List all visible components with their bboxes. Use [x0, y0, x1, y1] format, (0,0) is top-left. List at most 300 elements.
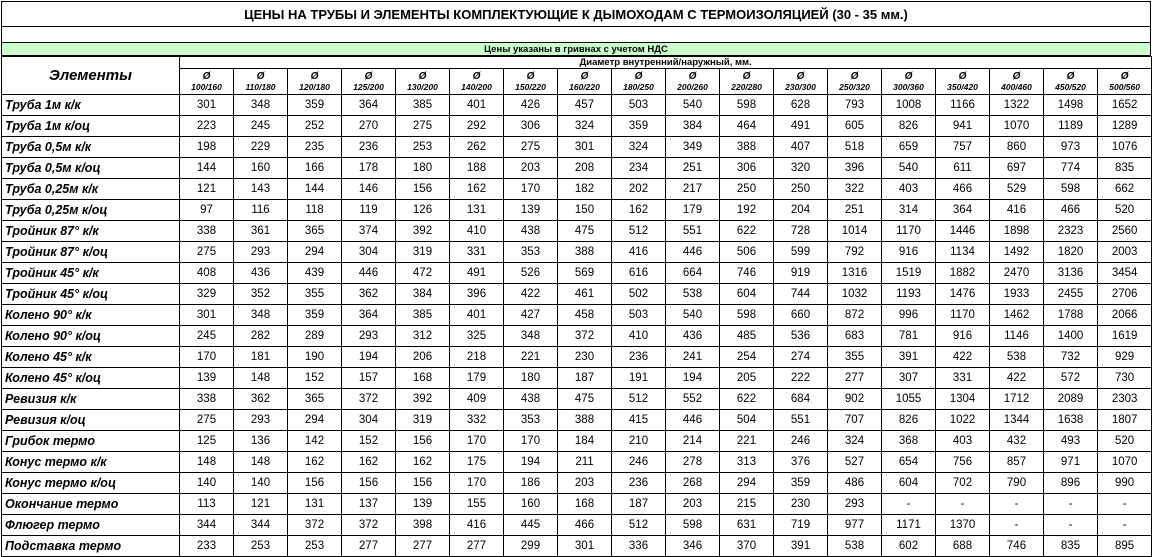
price-cell: 299 — [504, 536, 558, 557]
diameter-symbol: Ø — [904, 70, 913, 82]
price-cell: 1476 — [936, 284, 990, 305]
price-cell: 1008 — [882, 95, 936, 116]
price-cell: 170 — [504, 431, 558, 452]
diameter-symbol: Ø — [958, 70, 967, 82]
price-cell: 599 — [774, 242, 828, 263]
price-cell: 2066 — [1098, 305, 1152, 326]
price-cell: 719 — [774, 515, 828, 536]
diameter-value: 140/200 — [461, 81, 492, 92]
price-cell: 275 — [504, 137, 558, 158]
price-cell: 388 — [720, 137, 774, 158]
price-cell: 401 — [450, 95, 504, 116]
price-cell: 131 — [288, 494, 342, 515]
price-cell: 301 — [180, 305, 234, 326]
price-cell: 166 — [288, 158, 342, 179]
diameter-symbol: Ø — [1066, 70, 1075, 82]
price-cell: 312 — [396, 326, 450, 347]
price-cell: 929 — [1098, 347, 1152, 368]
elements-header: Элементы — [2, 57, 180, 95]
price-cell: 282 — [234, 326, 288, 347]
row-label: Ревизия к/оц — [2, 410, 180, 431]
diameter-value: 110/180 — [245, 81, 276, 92]
price-cell: 504 — [720, 410, 774, 431]
price-cell: 179 — [450, 368, 504, 389]
price-cell: 235 — [288, 137, 342, 158]
price-cell: 1498 — [1044, 95, 1098, 116]
sheet-title: ЦЕНЫ НА ТРУБЫ И ЭЛЕМЕНТЫ КОМПЛЕКТУЮЩИЕ К ДЫМОХОДАМ С ТЕРМОИЗОЛЯЦИЕЙ (30 - 35 мм.) — [1, 1, 1151, 27]
price-cell: 254 — [720, 347, 774, 368]
price-cell: 391 — [774, 536, 828, 557]
price-cell: 707 — [828, 410, 882, 431]
price-cell: 372 — [342, 389, 396, 410]
price-cell: 344 — [234, 515, 288, 536]
price-cell: 605 — [828, 116, 882, 137]
price-cell: 540 — [666, 305, 720, 326]
diameter-value: 500/560 — [1109, 81, 1140, 92]
price-cell: 996 — [882, 305, 936, 326]
price-cell: 616 — [612, 263, 666, 284]
price-cell: 1193 — [882, 284, 936, 305]
diameter-symbol: Ø — [472, 70, 481, 82]
price-cell: 170 — [504, 179, 558, 200]
price-cell: 137 — [342, 494, 396, 515]
price-cell: 416 — [450, 515, 504, 536]
price-cell: 332 — [450, 410, 504, 431]
price-cell: 518 — [828, 137, 882, 158]
price-cell: 180 — [396, 158, 450, 179]
diameter-value: 120/180 — [299, 81, 330, 92]
price-cell: 142 — [288, 431, 342, 452]
price-cell: 139 — [180, 368, 234, 389]
price-cell: 826 — [882, 116, 936, 137]
price-cell: 520 — [1098, 431, 1152, 452]
diameter-symbol: Ø — [580, 70, 589, 82]
price-cell: 374 — [342, 221, 396, 242]
price-cell: 277 — [396, 536, 450, 557]
price-cell: 622 — [720, 389, 774, 410]
price-cell: 180 — [504, 368, 558, 389]
price-cell: 1882 — [936, 263, 990, 284]
price-cell: 503 — [612, 95, 666, 116]
table-row — [2, 536, 1152, 557]
price-cell: 407 — [774, 137, 828, 158]
price-cell: 278 — [666, 452, 720, 473]
price-cell: 1076 — [1098, 137, 1152, 158]
price-cell: 512 — [612, 515, 666, 536]
price-cell: 179 — [666, 200, 720, 221]
price-cell: 2323 — [1044, 221, 1098, 242]
price-cell: 973 — [1044, 137, 1098, 158]
price-cell: 253 — [288, 536, 342, 557]
price-cell: 540 — [666, 95, 720, 116]
price-cell: - — [1044, 494, 1098, 515]
price-cell: 160 — [504, 494, 558, 515]
price-cell: 392 — [396, 389, 450, 410]
diameter-value: 220/280 — [731, 81, 762, 92]
price-cell: 113 — [180, 494, 234, 515]
price-cell: 857 — [990, 452, 1044, 473]
row-label: Колено 90° к/оц — [2, 326, 180, 347]
price-cell: 446 — [666, 410, 720, 431]
price-cell: 307 — [882, 368, 936, 389]
price-cell: 1619 — [1098, 326, 1152, 347]
row-label: Труба 1м к/к — [2, 95, 180, 116]
price-cell: 194 — [342, 347, 396, 368]
price-cell: 432 — [990, 431, 1044, 452]
price-cell: 152 — [342, 431, 396, 452]
price-cell: 121 — [180, 179, 234, 200]
price-cell: 388 — [558, 410, 612, 431]
table-row — [2, 473, 1152, 494]
price-cell: 793 — [828, 95, 882, 116]
price-cell: 233 — [180, 536, 234, 557]
price-cell: 152 — [288, 368, 342, 389]
table-row — [2, 221, 1152, 242]
price-cell: 408 — [180, 263, 234, 284]
price-cell: 348 — [234, 95, 288, 116]
price-cell: 438 — [504, 389, 558, 410]
price-cell: 426 — [504, 95, 558, 116]
diameter-value: 180/250 — [623, 81, 654, 92]
row-label: Тройник 45° к/оц — [2, 284, 180, 305]
price-cell: 192 — [720, 200, 774, 221]
price-cell: 416 — [990, 200, 1044, 221]
price-cell: 1820 — [1044, 242, 1098, 263]
table-row — [2, 263, 1152, 284]
table-row — [2, 494, 1152, 515]
diameter-value: 450/520 — [1055, 81, 1086, 92]
price-cell: 445 — [504, 515, 558, 536]
price-cell: 252 — [288, 116, 342, 137]
price-cell: 427 — [504, 305, 558, 326]
price-cell: 97 — [180, 200, 234, 221]
price-cell: 790 — [990, 473, 1044, 494]
price-cell: 170 — [450, 473, 504, 494]
price-cell: 622 — [720, 221, 774, 242]
price-cell: 598 — [720, 95, 774, 116]
price-cell: 150 — [558, 200, 612, 221]
price-cell: 208 — [558, 158, 612, 179]
price-cell: 365 — [288, 221, 342, 242]
price-cell: 234 — [612, 158, 666, 179]
price-cell: 1638 — [1044, 410, 1098, 431]
vat-note: Цены указаны в гривнах с учетом НДС — [1, 42, 1151, 56]
price-cell: 416 — [612, 242, 666, 263]
diameter-cell — [774, 69, 828, 95]
table-row — [2, 452, 1152, 473]
price-cell: 660 — [774, 305, 828, 326]
price-cell: 1370 — [936, 515, 990, 536]
price-cell: 275 — [180, 410, 234, 431]
price-cell: 217 — [666, 179, 720, 200]
price-cell: 246 — [774, 431, 828, 452]
diameter-cell — [882, 69, 936, 95]
row-label: Флюгер термо — [2, 515, 180, 536]
table-row — [2, 515, 1152, 536]
price-cell: 251 — [828, 200, 882, 221]
diameter-value: 130/200 — [407, 81, 438, 92]
row-label: Тройник 87° к/оц — [2, 242, 180, 263]
price-cell: 349 — [666, 137, 720, 158]
price-cell: 292 — [450, 116, 504, 137]
price-cell: 1400 — [1044, 326, 1098, 347]
price-cell: 274 — [774, 347, 828, 368]
price-cell: 140 — [234, 473, 288, 494]
price-cell: 131 — [450, 200, 504, 221]
price-cell: 162 — [288, 452, 342, 473]
price-cell: 551 — [774, 410, 828, 431]
price-cell: 194 — [504, 452, 558, 473]
price-cell: 191 — [612, 368, 666, 389]
diameter-symbol: Ø — [526, 70, 535, 82]
price-cell: 2706 — [1098, 284, 1152, 305]
price-cell: 1807 — [1098, 410, 1152, 431]
price-cell: 116 — [234, 200, 288, 221]
price-cell: 654 — [882, 452, 936, 473]
price-cell: 527 — [828, 452, 882, 473]
diameter-symbol: Ø — [742, 70, 751, 82]
price-cell: 1289 — [1098, 116, 1152, 137]
price-cell: 301 — [558, 536, 612, 557]
price-cell: 491 — [774, 116, 828, 137]
diameter-value: 100/160 — [191, 81, 222, 92]
table-row — [2, 410, 1152, 431]
price-cell: 313 — [720, 452, 774, 473]
price-cell: 324 — [612, 137, 666, 158]
diameter-cell — [936, 69, 990, 95]
price-cell: 364 — [342, 95, 396, 116]
price-cell: 1898 — [990, 221, 1044, 242]
price-cell: 457 — [558, 95, 612, 116]
price-cell: 392 — [396, 221, 450, 242]
price-cell: 206 — [396, 347, 450, 368]
price-cell: 289 — [288, 326, 342, 347]
price-cell: 552 — [666, 389, 720, 410]
price-cell: 990 — [1098, 473, 1152, 494]
price-cell: 916 — [936, 326, 990, 347]
price-cell: 331 — [450, 242, 504, 263]
row-label: Тройник 87° к/к — [2, 221, 180, 242]
price-cell: 275 — [180, 242, 234, 263]
price-cell: 746 — [990, 536, 1044, 557]
diameter-symbol: Ø — [418, 70, 427, 82]
price-cell: 472 — [396, 263, 450, 284]
price-cell: 245 — [180, 326, 234, 347]
price-cell: - — [1098, 515, 1152, 536]
price-cell: 475 — [558, 221, 612, 242]
price-cell: 3454 — [1098, 263, 1152, 284]
price-cell: 362 — [234, 389, 288, 410]
price-cell: 628 — [774, 95, 828, 116]
price-cell: 458 — [558, 305, 612, 326]
price-cell: 304 — [342, 242, 396, 263]
price-cell: 182 — [558, 179, 612, 200]
price-cell: 702 — [936, 473, 990, 494]
price-cell: 2455 — [1044, 284, 1098, 305]
table-row — [2, 137, 1152, 158]
price-cell: 446 — [666, 242, 720, 263]
price-cell: 1055 — [882, 389, 936, 410]
price-cell: - — [1098, 494, 1152, 515]
diameter-cell — [234, 69, 288, 95]
price-cell: 1322 — [990, 95, 1044, 116]
price-cell: 466 — [1044, 200, 1098, 221]
price-cell: 388 — [558, 242, 612, 263]
price-cell: 222 — [774, 368, 828, 389]
row-label: Грибок термо — [2, 431, 180, 452]
price-cell: 198 — [180, 137, 234, 158]
price-cell: 126 — [396, 200, 450, 221]
table-row — [2, 200, 1152, 221]
price-cell: 604 — [882, 473, 936, 494]
price-cell: 203 — [666, 494, 720, 515]
price-cell: 118 — [288, 200, 342, 221]
price-cell: 662 — [1098, 179, 1152, 200]
price-cell: 160 — [234, 158, 288, 179]
price-cell: 1652 — [1098, 95, 1152, 116]
price-cell: 464 — [720, 116, 774, 137]
price-cell: 187 — [612, 494, 666, 515]
price-cell: 1014 — [828, 221, 882, 242]
price-cell: 175 — [450, 452, 504, 473]
price-cell: 236 — [612, 347, 666, 368]
table-row — [2, 389, 1152, 410]
row-label: Тройник 45° к/к — [2, 263, 180, 284]
row-label: Труба 0,5м к/к — [2, 137, 180, 158]
price-cell: 538 — [990, 347, 1044, 368]
price-cell: 415 — [612, 410, 666, 431]
price-cell: 359 — [288, 305, 342, 326]
price-cell: 157 — [342, 368, 396, 389]
price-cell: 246 — [612, 452, 666, 473]
table-row — [2, 242, 1152, 263]
price-cell: 1712 — [990, 389, 1044, 410]
price-cell: 314 — [882, 200, 936, 221]
price-cell: 359 — [774, 473, 828, 494]
diameter-value: 150/220 — [515, 81, 546, 92]
table-row — [2, 326, 1152, 347]
diameter-cell — [720, 69, 774, 95]
price-cell: 364 — [342, 305, 396, 326]
price-cell: 319 — [396, 410, 450, 431]
diameter-value: 250/320 — [839, 81, 870, 92]
price-cell: 250 — [720, 179, 774, 200]
price-cell: 611 — [936, 158, 990, 179]
price-cell: 353 — [504, 242, 558, 263]
price-cell: 148 — [234, 452, 288, 473]
price-cell: 156 — [288, 473, 342, 494]
price-cell: 205 — [720, 368, 774, 389]
price-cell: 572 — [1044, 368, 1098, 389]
price-cell: 139 — [396, 494, 450, 515]
price-cell: 361 — [234, 221, 288, 242]
price-cell: 684 — [774, 389, 828, 410]
price-cell: 190 — [288, 347, 342, 368]
diameter-value: 400/460 — [1001, 81, 1032, 92]
price-cell: 410 — [612, 326, 666, 347]
table-row — [2, 368, 1152, 389]
price-cell: 872 — [828, 305, 882, 326]
price-cell: 835 — [1098, 158, 1152, 179]
price-cell: 331 — [936, 368, 990, 389]
price-cell: 319 — [396, 242, 450, 263]
table-row — [2, 347, 1152, 368]
price-cell: 245 — [234, 116, 288, 137]
diameter-symbol: Ø — [850, 70, 859, 82]
diameter-cell — [450, 69, 504, 95]
price-cell: 144 — [288, 179, 342, 200]
diameter-symbol: Ø — [688, 70, 697, 82]
price-cell: 143 — [234, 179, 288, 200]
price-cell: 1170 — [882, 221, 936, 242]
price-cell: 306 — [504, 116, 558, 137]
price-cell: 275 — [396, 116, 450, 137]
price-cell: - — [1044, 515, 1098, 536]
price-cell: 336 — [612, 536, 666, 557]
price-cell: 301 — [180, 95, 234, 116]
diameter-value: 350/420 — [947, 81, 978, 92]
price-cell: 896 — [1044, 473, 1098, 494]
price-cell: 364 — [936, 200, 990, 221]
price-cell: 1189 — [1044, 116, 1098, 137]
price-cell: - — [990, 515, 1044, 536]
price-cell: 1788 — [1044, 305, 1098, 326]
price-cell: 697 — [990, 158, 1044, 179]
price-cell: 253 — [396, 137, 450, 158]
price-cell: 895 — [1098, 536, 1152, 557]
price-cell: 391 — [882, 347, 936, 368]
price-cell: 348 — [504, 326, 558, 347]
price-cell: 156 — [396, 179, 450, 200]
price-cell: 236 — [612, 473, 666, 494]
price-cell: 253 — [234, 536, 288, 557]
diameter-cell — [1098, 69, 1152, 95]
price-cell: 2560 — [1098, 221, 1152, 242]
price-cell: 359 — [612, 116, 666, 137]
price-cell: 461 — [558, 284, 612, 305]
price-cell: 162 — [612, 200, 666, 221]
price-cell: 125 — [180, 431, 234, 452]
price-cell: 1462 — [990, 305, 1044, 326]
price-cell: 186 — [504, 473, 558, 494]
price-cell: 506 — [720, 242, 774, 263]
price-cell: 268 — [666, 473, 720, 494]
price-cell: 146 — [342, 179, 396, 200]
price-cell: 170 — [180, 347, 234, 368]
price-cell: 372 — [558, 326, 612, 347]
price-cell: 241 — [666, 347, 720, 368]
price-cell: 294 — [288, 242, 342, 263]
diameter-symbol: Ø — [310, 70, 319, 82]
price-cell: 1519 — [882, 263, 936, 284]
price-cell: 324 — [828, 431, 882, 452]
price-cell: 156 — [396, 431, 450, 452]
price-cell: 2003 — [1098, 242, 1152, 263]
price-cell: 221 — [720, 431, 774, 452]
price-cell: 401 — [450, 305, 504, 326]
price-cell: - — [882, 494, 936, 515]
price-cell: 598 — [720, 305, 774, 326]
price-cell: 688 — [936, 536, 990, 557]
price-cell: 436 — [234, 263, 288, 284]
price-cell: 362 — [342, 284, 396, 305]
price-cell: 365 — [288, 389, 342, 410]
price-cell: 277 — [342, 536, 396, 557]
price-cell: 162 — [450, 179, 504, 200]
price-cell: 168 — [396, 368, 450, 389]
price-cell: 446 — [342, 263, 396, 284]
price-cell: - — [936, 494, 990, 515]
